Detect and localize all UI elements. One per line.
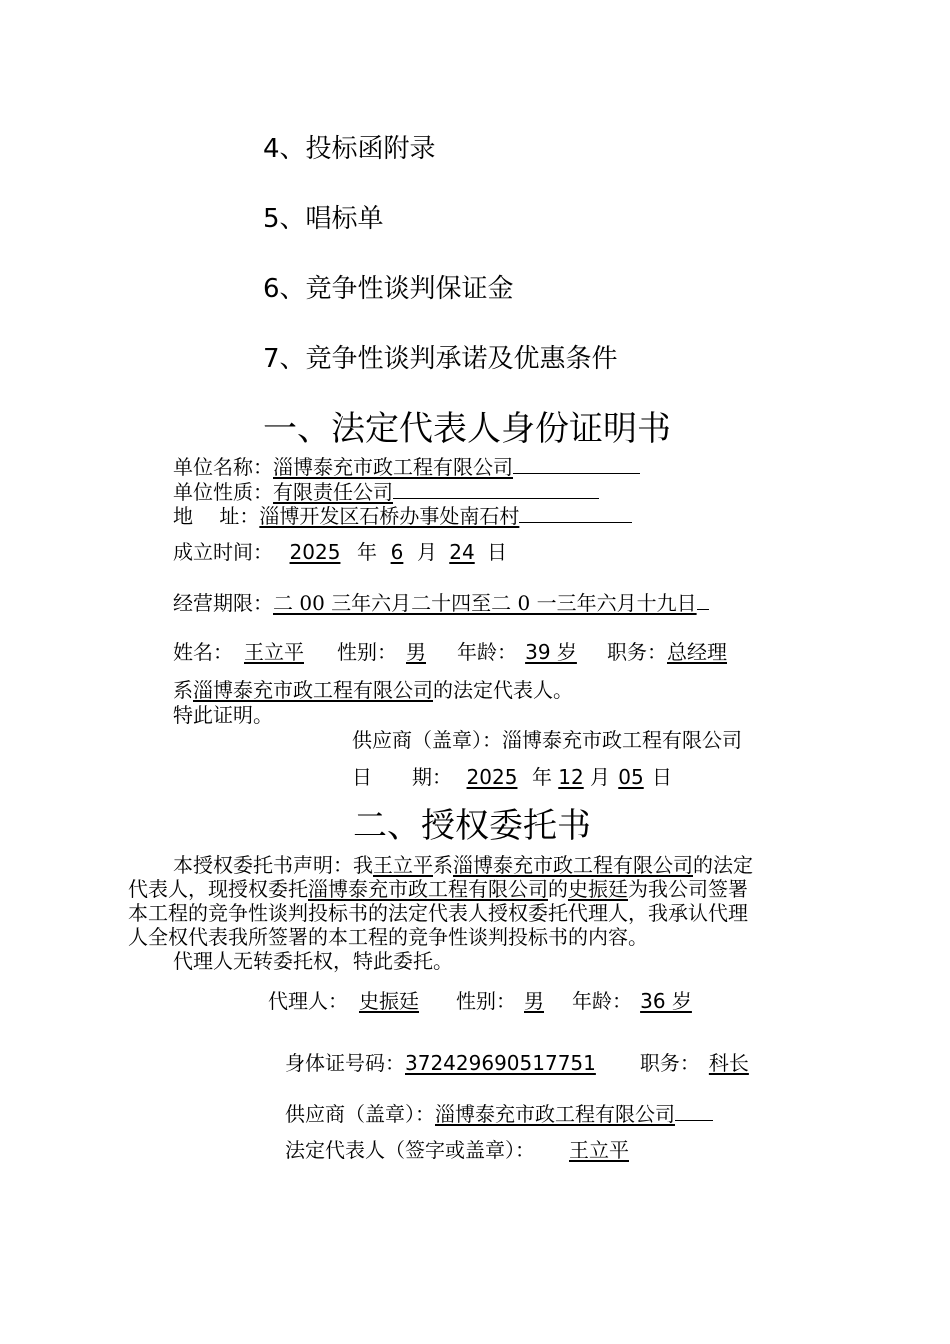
- day-char: 日: [652, 765, 672, 789]
- day-char: 日: [487, 540, 507, 564]
- agent-gender-label: 性别：: [456, 989, 516, 1013]
- authorization-paragraph: [128, 853, 828, 973]
- supplier-label: 供应商（盖章）：: [352, 728, 502, 752]
- auth-text: 的: [548, 877, 568, 901]
- person-line: [173, 640, 727, 664]
- auth-line-3: 本工程的竞争性谈判投标书的法定代表人授权委托代理人，我承认代理: [128, 901, 748, 925]
- auth-name: 王立平: [373, 853, 433, 877]
- founded-year: 2025: [289, 540, 341, 564]
- date-year: 2025: [466, 765, 518, 789]
- id-value: 372429690517751: [405, 1051, 596, 1075]
- toc-item-5: 5、唱标单: [263, 204, 384, 234]
- year-char: 年: [532, 765, 552, 789]
- date-day: 05: [618, 765, 644, 789]
- unit-name-value: 淄博泰充市政工程有限公司: [273, 455, 513, 479]
- toc-item-4: 4、投标函附录: [263, 134, 436, 164]
- date-month: 12: [558, 765, 584, 789]
- auth-line-5: [128, 949, 828, 973]
- date-label: 日 期：: [352, 765, 452, 789]
- address-line: [173, 504, 632, 528]
- date-line: [352, 765, 672, 789]
- address-value: 淄博开发区石桥办事处南石村: [259, 504, 520, 528]
- month-char: 月: [590, 765, 610, 789]
- section2-title: 二、授权委托书: [353, 806, 591, 846]
- auth-line-2: [128, 877, 828, 901]
- agent-age-value: 36 岁: [640, 989, 692, 1013]
- auth-company: 淄博泰充市政工程有限公司: [308, 877, 548, 901]
- fill-line: [519, 504, 632, 523]
- agent-line: [268, 989, 700, 1013]
- toc-item-6: 6、竞争性谈判保证金: [263, 274, 514, 304]
- id-line: [285, 1051, 758, 1075]
- gender-label: 性别：: [337, 640, 397, 664]
- fill-line: [393, 480, 599, 499]
- supplier-line: [352, 728, 742, 752]
- age-label: 年龄：: [457, 640, 517, 664]
- legal-value: 王立平: [569, 1138, 629, 1162]
- year-char: 年: [357, 540, 377, 564]
- agent-gender-value: 男: [524, 989, 544, 1013]
- month-char: 月: [417, 540, 437, 564]
- fill-line: [675, 1102, 713, 1121]
- address-label: 地 址：: [173, 504, 260, 528]
- auth-text: 的法定: [693, 853, 753, 877]
- unit-name-label: 单位名称：: [173, 455, 273, 479]
- auth-line-1: [128, 853, 828, 877]
- auth-line-4: 人全权代表我所签署的本工程的竞争性谈判投标书的内容。: [128, 925, 648, 949]
- position-value: 总经理: [667, 640, 727, 664]
- unit-nature-value: 有限责任公司: [273, 480, 393, 504]
- term-line: [173, 591, 709, 615]
- auth-company: 淄博泰充市政工程有限公司: [453, 853, 693, 877]
- toc-item-7: 7、竞争性谈判承诺及优惠条件: [263, 344, 618, 374]
- supplier2-label: 供应商（盖章）：: [285, 1102, 435, 1126]
- supplier2-line: [285, 1102, 713, 1126]
- auth-text: 系: [433, 853, 453, 877]
- unit-nature-label: 单位性质：: [173, 480, 273, 504]
- agent-label: 代理人：: [268, 989, 348, 1013]
- supplier-value: 淄博泰充市政工程有限公司: [502, 728, 742, 752]
- legal-line: [285, 1138, 695, 1162]
- agent-age-label: 年龄：: [572, 989, 632, 1013]
- auth-text: 代理人无转委托权，特此委托。: [173, 949, 453, 973]
- founded-line: [173, 540, 507, 564]
- term-label: 经营期限：: [173, 591, 273, 615]
- supplier2-value: 淄博泰充市政工程有限公司: [435, 1102, 675, 1126]
- agent-value: 史振廷: [359, 989, 419, 1013]
- unit-name-line: [173, 455, 640, 479]
- fill-line: [513, 455, 640, 474]
- founded-label: 成立时间：: [173, 540, 273, 564]
- name-value: 王立平: [244, 640, 304, 664]
- agent-position-label: 职务：: [639, 1051, 700, 1075]
- certify-text: 特此证明。: [173, 703, 273, 727]
- agent-position-value: 科长: [708, 1051, 749, 1075]
- rep-prefix: 系: [173, 678, 193, 702]
- unit-nature-line: [173, 480, 599, 504]
- auth-text: 为我公司签署: [628, 877, 748, 901]
- section1-title: 一、法定代表人身份证明书: [263, 409, 671, 449]
- rep-suffix: 的法定代表人。: [433, 678, 573, 702]
- rep-line: [173, 678, 573, 702]
- name-label: 姓名：: [173, 640, 233, 664]
- term-value: 二 00 三年六月二十四至二 0 一三年六月十九日: [273, 591, 697, 615]
- fill-line: [697, 591, 709, 610]
- auth-text: 代表人，现授权委托: [128, 877, 308, 901]
- auth-text: 本授权委托书声明：我: [173, 853, 373, 877]
- id-label: 身体证号码：: [285, 1051, 405, 1075]
- position-label: 职务：: [607, 640, 667, 664]
- founded-month: 6: [390, 540, 404, 564]
- legal-label: 法定代表人（签字或盖章）：: [285, 1138, 535, 1162]
- auth-agent: 史振廷: [568, 877, 628, 901]
- rep-company: 淄博泰充市政工程有限公司: [193, 678, 433, 702]
- gender-value: 男: [406, 640, 426, 664]
- age-value: 39 岁: [525, 640, 577, 664]
- founded-day: 24: [449, 540, 475, 564]
